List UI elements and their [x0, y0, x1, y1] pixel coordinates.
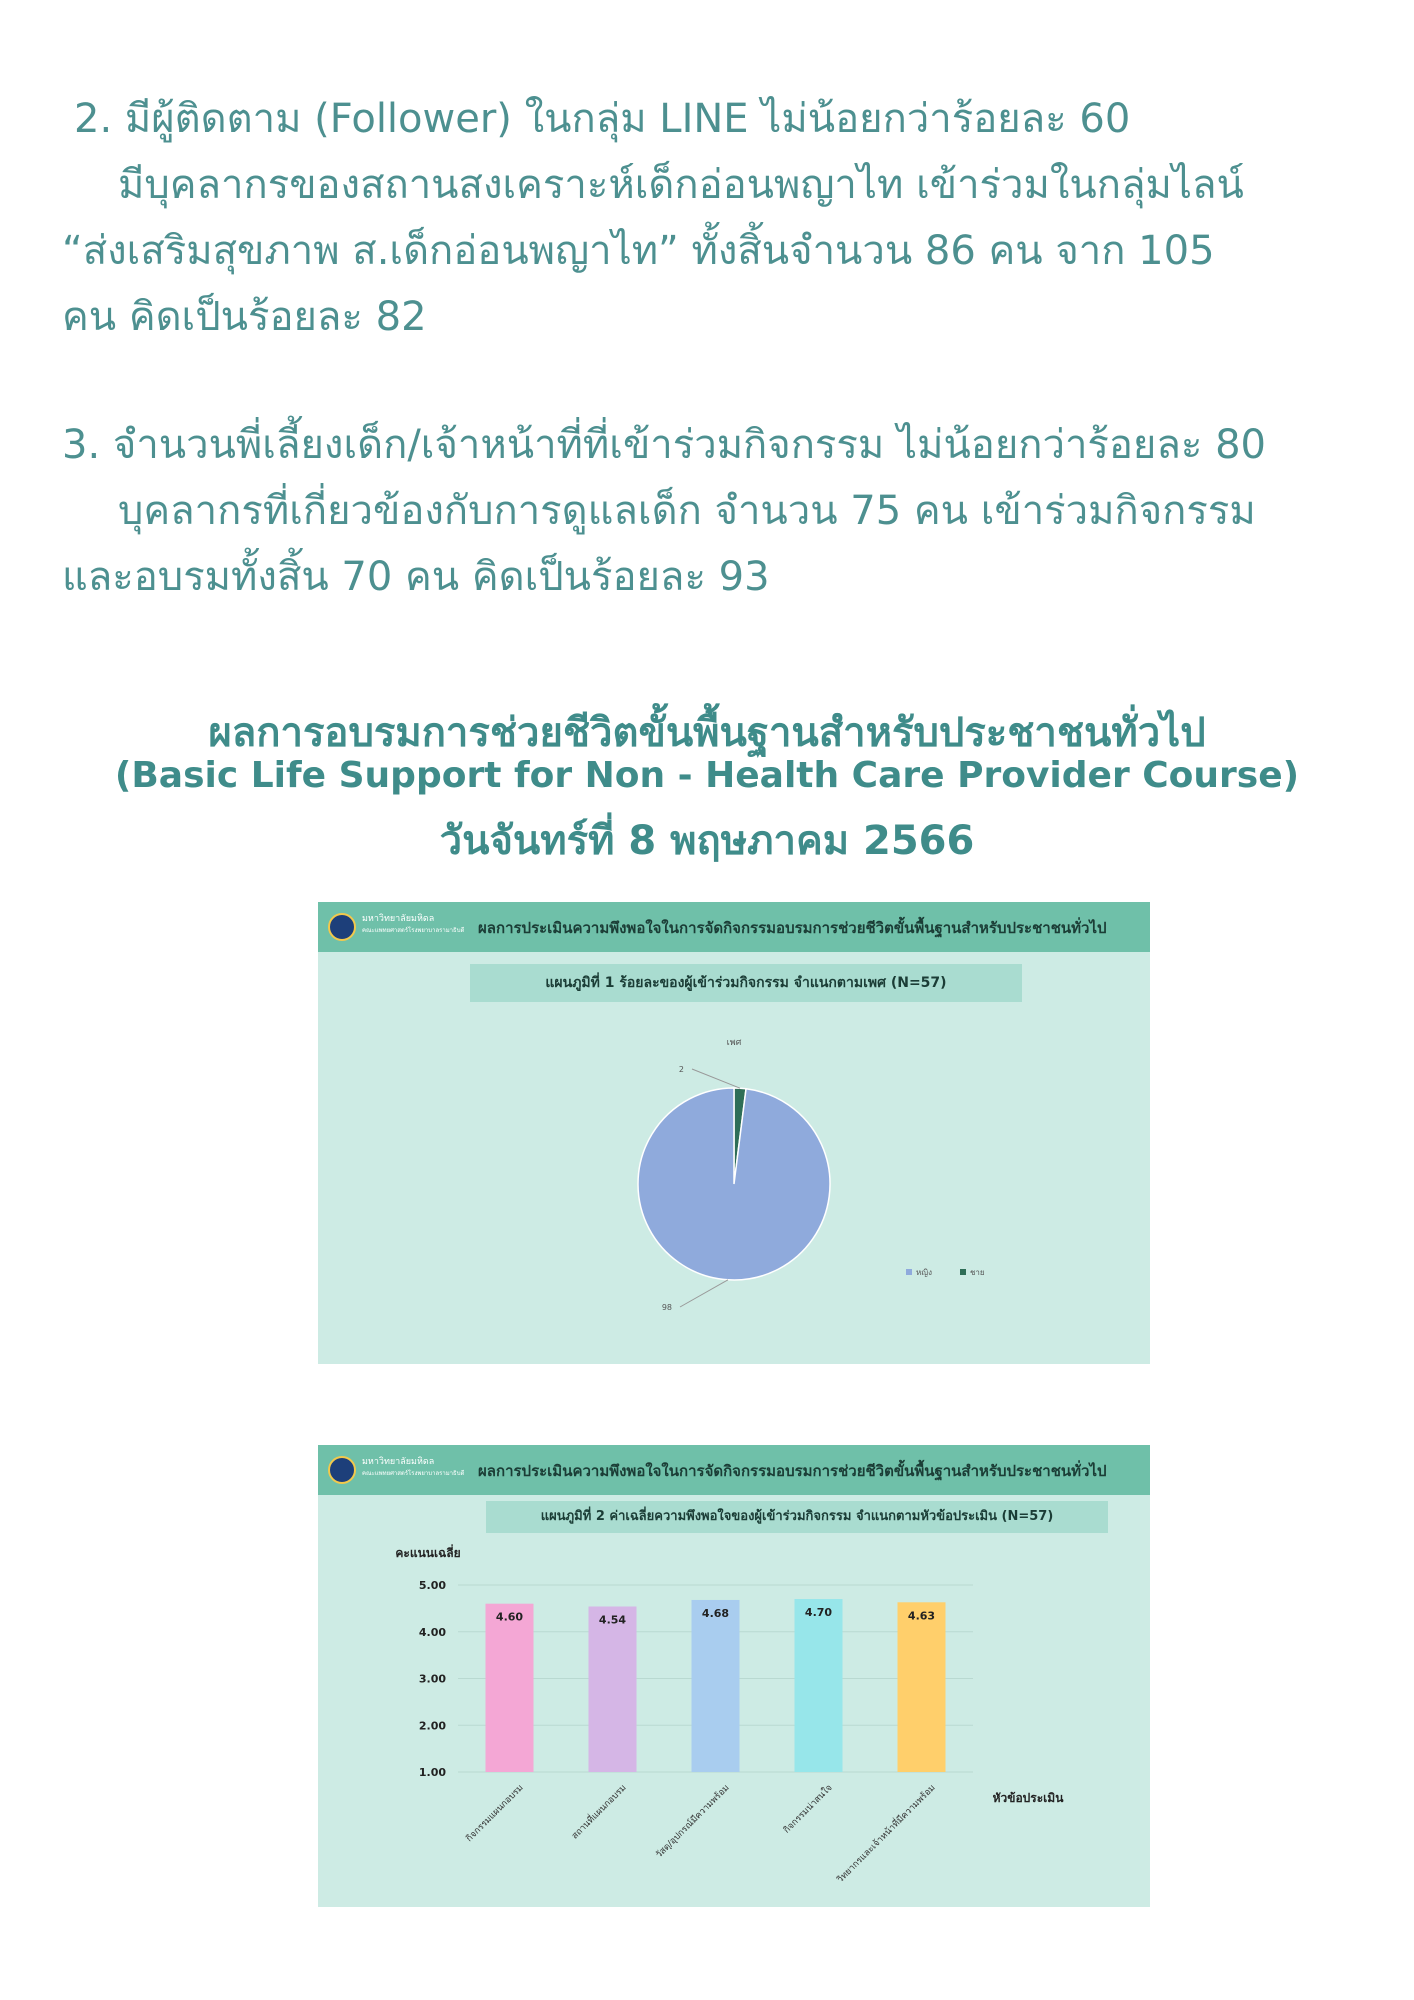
bar-4	[795, 1599, 843, 1772]
chart-2-subtitle: แผนภูมิที่ 2 ค่าเฉลี่ยความพึงพอใจของผู้เข้าร่วมกิจกรรม จำแนกตามหัวข้อประเมิน (N=57)	[486, 1501, 1108, 1533]
pie-title: เพศ	[726, 1038, 742, 1048]
legend-label: ชาย	[970, 1268, 985, 1277]
logo-sub: คณะแพทยศาสตร์โรงพยาบาลรามาธิบดี	[362, 927, 465, 934]
bar-value-label: 4.68	[701, 1606, 730, 1620]
section-3-line-1: บุคลากรที่เกี่ยวข้องกับการดูแลเด็ก จำนวน 75 คน เข้าร่วมกิจกรรม	[118, 488, 1256, 534]
bar-2	[589, 1607, 637, 1772]
pie-data-label: 2	[678, 1065, 684, 1074]
logo-name: มหาวิทยาลัยมหิดล	[362, 914, 435, 924]
bar-1	[486, 1604, 534, 1772]
y-tick-label: 4.00	[418, 1625, 446, 1639]
bar-value-label: 4.60	[495, 1610, 524, 1624]
x-axis-label: หัวข้อประเมิน	[992, 1791, 1064, 1805]
x-tick-label: วิทยากรและเจ้าหน้าที่มีความพร้อม	[835, 1783, 938, 1886]
bar-value-label: 4.63	[907, 1609, 936, 1623]
bar-value-label: 4.54	[598, 1613, 627, 1627]
x-tick-label: กิจกรรมน่าสนใจ	[782, 1783, 835, 1836]
slide-satisfaction-chart	[318, 1445, 1150, 1907]
y-axis-label: คะแนนเฉลี่ย	[395, 1546, 461, 1560]
logo-sub-2: คณะแพทยศาสตร์โรงพยาบาลรามาธิบดี	[362, 1470, 465, 1477]
section-2-line-2: “ส่งเสริมสุขภาพ ส.เด็กอ่อนพญาไท” ทั้งสิ้นจำนวน 86 คน จาก 105	[62, 228, 1215, 274]
pie-leader-line	[680, 1280, 728, 1307]
y-tick-label: 2.00	[418, 1719, 446, 1733]
y-tick-label: 5.00	[418, 1579, 446, 1592]
slide-title-2: ผลการประเมินความพึงพอใจในการจัดกิจกรรมอบรมการช่วยชีวิตขั้นพื้นฐานสำหรับประชาชนทั่วไป	[478, 1462, 1107, 1480]
section-3	[62, 412, 1362, 610]
pie-leader-line	[692, 1069, 740, 1088]
legend-label: หญิง	[916, 1268, 932, 1277]
section-3-heading: 3. จำนวนพี่เลี้ยงเด็ก/เจ้าหน้าที่ที่เข้าร่วมกิจกรรม ไม่น้อยกว่าร้อยละ 80	[62, 422, 1266, 468]
section-2-heading: 2. มีผู้ติดตาม (Follower) ในกลุ่ม LINE ไม่น้อยกว่าร้อยละ 60	[74, 96, 1131, 142]
report-date: วันจันทร์ที่ 8 พฤษภาคม 2566	[439, 818, 975, 864]
section-3-line-2: และอบรมทั้งสิ้น 70 คน คิดเป็นร้อยละ 93	[62, 554, 770, 600]
slide-title: ผลการประเมินความพึงพอใจในการจัดกิจกรรมอบรมการช่วยชีวิตขั้นพื้นฐานสำหรับประชาชนทั่วไป	[478, 919, 1107, 937]
pie-data-label: 98	[661, 1303, 672, 1312]
chart-1-subtitle: แผนภูมิที่ 1 ร้อยละของผู้เข้าร่วมกิจกรรม จำแนกตามเพศ (N=57)	[470, 964, 1022, 1002]
logo-name-2: มหาวิทยาลัยมหิดล	[362, 1457, 435, 1467]
y-tick-label: 1.00	[418, 1766, 446, 1779]
bar-3	[692, 1600, 740, 1772]
bar-chart	[318, 1445, 1150, 1907]
bar-5	[898, 1602, 946, 1772]
legend-swatch	[960, 1269, 966, 1275]
section-2-line-3: คน คิดเป็นร้อยละ 82	[62, 294, 427, 340]
report-title-th: ผลการอบรมการช่วยชีวิตขั้นพื้นฐานสำหรับประชาชนทั่วไป	[208, 710, 1206, 756]
report-title-en: (Basic Life Support for Non - Health Care Provider Course)	[114, 755, 1300, 796]
section-2-line-1: มีบุคลากรของสถานสงเคราะห์เด็กอ่อนพญาไท เข้าร่วมในกลุ่มไลน์	[118, 162, 1244, 208]
x-tick-label: สถานที่แผนกอบรม	[570, 1783, 629, 1842]
x-tick-label: กิจกรรมแผนกอบรม	[464, 1783, 526, 1845]
y-tick-label: 3.00	[418, 1672, 446, 1686]
pie-chart	[318, 902, 1150, 1364]
legend-swatch	[906, 1269, 912, 1275]
section-2	[62, 86, 1362, 350]
slide-gender-chart	[318, 902, 1150, 1364]
bar-value-label: 4.70	[804, 1606, 833, 1620]
pie-slice-female	[638, 1088, 830, 1280]
x-tick-label: วัสดุ/อุปกรณ์มีความพร้อม	[654, 1783, 732, 1861]
